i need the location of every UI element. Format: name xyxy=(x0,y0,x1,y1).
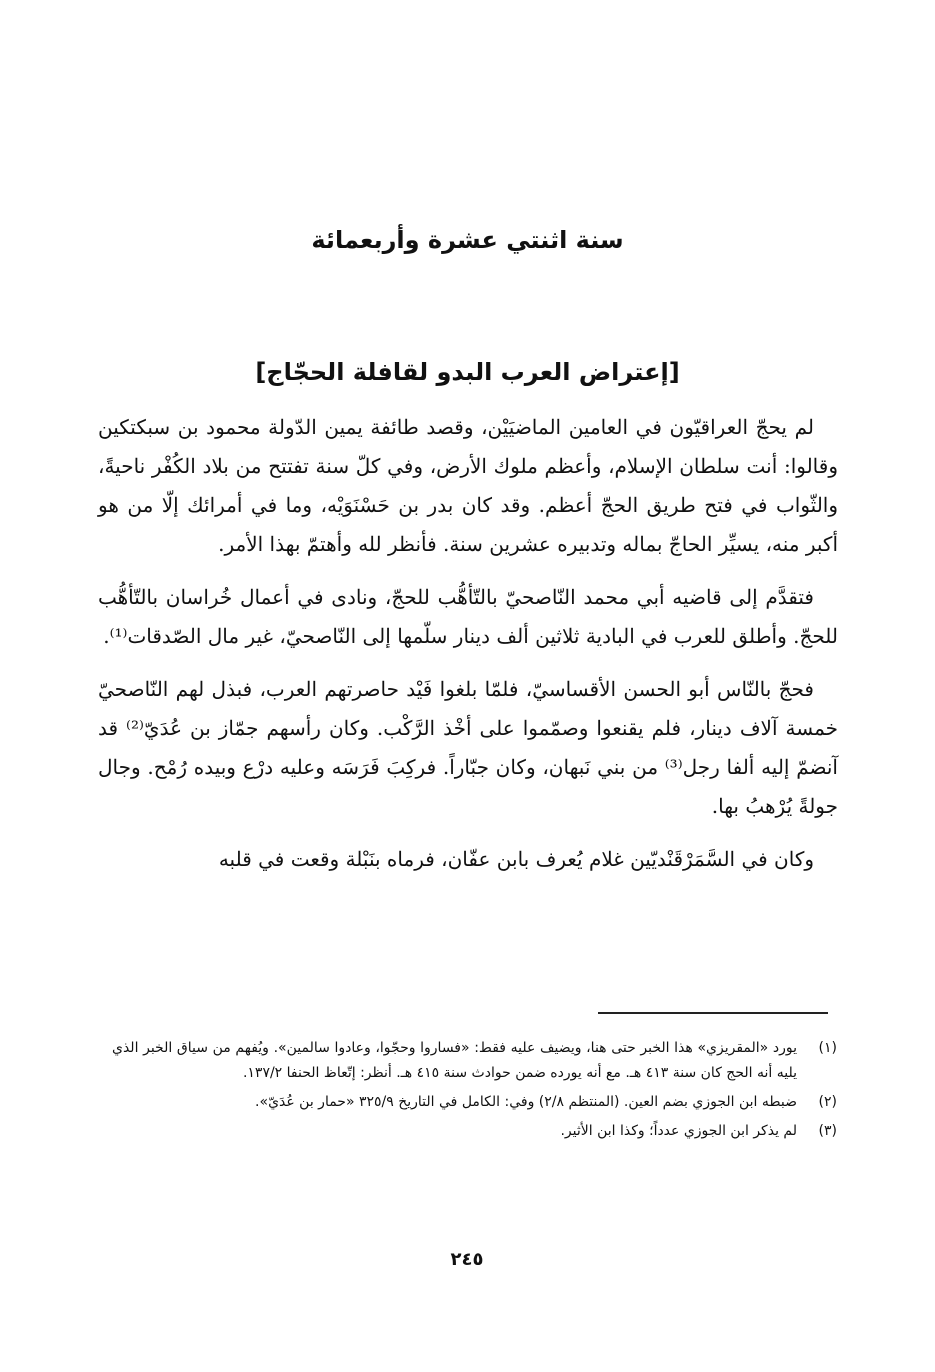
footnote-marker: (١) xyxy=(818,1040,837,1056)
paragraph-1: لم يحجّ العراقيّون في العامين الماضيَيْن، وقصد طائفة يمين الدّولة محمود بن سبكتكين وقالوا: أنت سلطان الإسلام، وأعظم ملوك الأرض، وفي كلّ سنة تفتتح من بلاد الكُفْر ناحيةً، والثّواب في فتح طريق الحجّ أعظم. وقد كان بدر بن حَسْنَوَيْه، وما في أمرائك إلّا من هو أكبر منه، يسيِّر الحاجّ بماله وتدبيره عشرين سنة. فأنظر لله وأهتمّ بهذا الأمر. xyxy=(98,415,838,556)
footnote-2 xyxy=(112,1090,837,1115)
footnote-3 xyxy=(112,1119,837,1144)
footnotes xyxy=(112,1036,837,1148)
footnote-marker: (٢) xyxy=(818,1094,837,1110)
footnote-text: ضبطه ابن الجوزي بضم العين. (المنتظم ٢/٨) وفي: الكامل في التاريخ ٣٢٥/٩ «حمار بن عُدَيّ». xyxy=(255,1094,797,1110)
footnote-marker: (٣) xyxy=(818,1123,837,1139)
footnote-text: يورد «المقريزي» هذا الخبر حتى هنا، ويضيف عليه فقط: «فساروا وحجّوا، وعادوا سالمين». ويُفهم من سياق الخبر الذي يليه أنه الحج كان سنة ٤١٣ هـ. مع أنه يورده ضمن حوادث سنة ٤١٥ هـ. أنظر: إتّعاظ الحنفا ١٣٧/٢. xyxy=(112,1040,797,1081)
footnote-1 xyxy=(112,1036,837,1086)
section-heading: [إعتراض العرب البدو لقافلة الحجّاج] xyxy=(255,358,680,386)
chapter-title: سنة اثنتي عشرة وأربعمائة xyxy=(311,226,624,254)
paragraph-3: فحجّ بالنّاس أبو الحسن الأقساسيّ، فلمّا بلغوا فَيْد حاصرتهم العرب، فبذل لهم النّاصحيّ خمسة آلاف دينار، فلم يقنعوا وصمّموا على أخْذ الرَّكْب. وكان رأسهم جمّاز بن عُدَيّ⁽²⁾ قد آنضمّ إليه ألفا رجل⁽³⁾ من بني نَبهان، وكان جبّاراً. فركِبَ فَرَسَه وعليه درْع وبيده رُمْح. وجال جولةً يُرْهبُ بها. xyxy=(98,677,838,818)
page-number: ٢٤٥ xyxy=(450,1249,484,1270)
paragraph-2: فتقدَّم إلى قاضيه أبي محمد النّاصحيّ بالتّأهُّب للحجّ، ونادى في أعمال خُراسان بالتّأهُّب للحجّ. وأطلق للعرب في البادية ثلاثين ألف دينار سلّمها إلى النّاصحيّ، غير مال الصّدقات⁽¹⁾. xyxy=(98,585,838,648)
body-text xyxy=(98,408,838,893)
paragraph-4: وكان في السَّمَرْقَنْديّين غلام يُعرف بابن عفّان، فرماه بنَبْلة وقعت في قلبه xyxy=(218,847,814,871)
footnote-divider xyxy=(598,1012,828,1014)
footnote-text: لم يذكر ابن الجوزي عدداً؛ وكذا ابن الأثير. xyxy=(560,1123,797,1139)
